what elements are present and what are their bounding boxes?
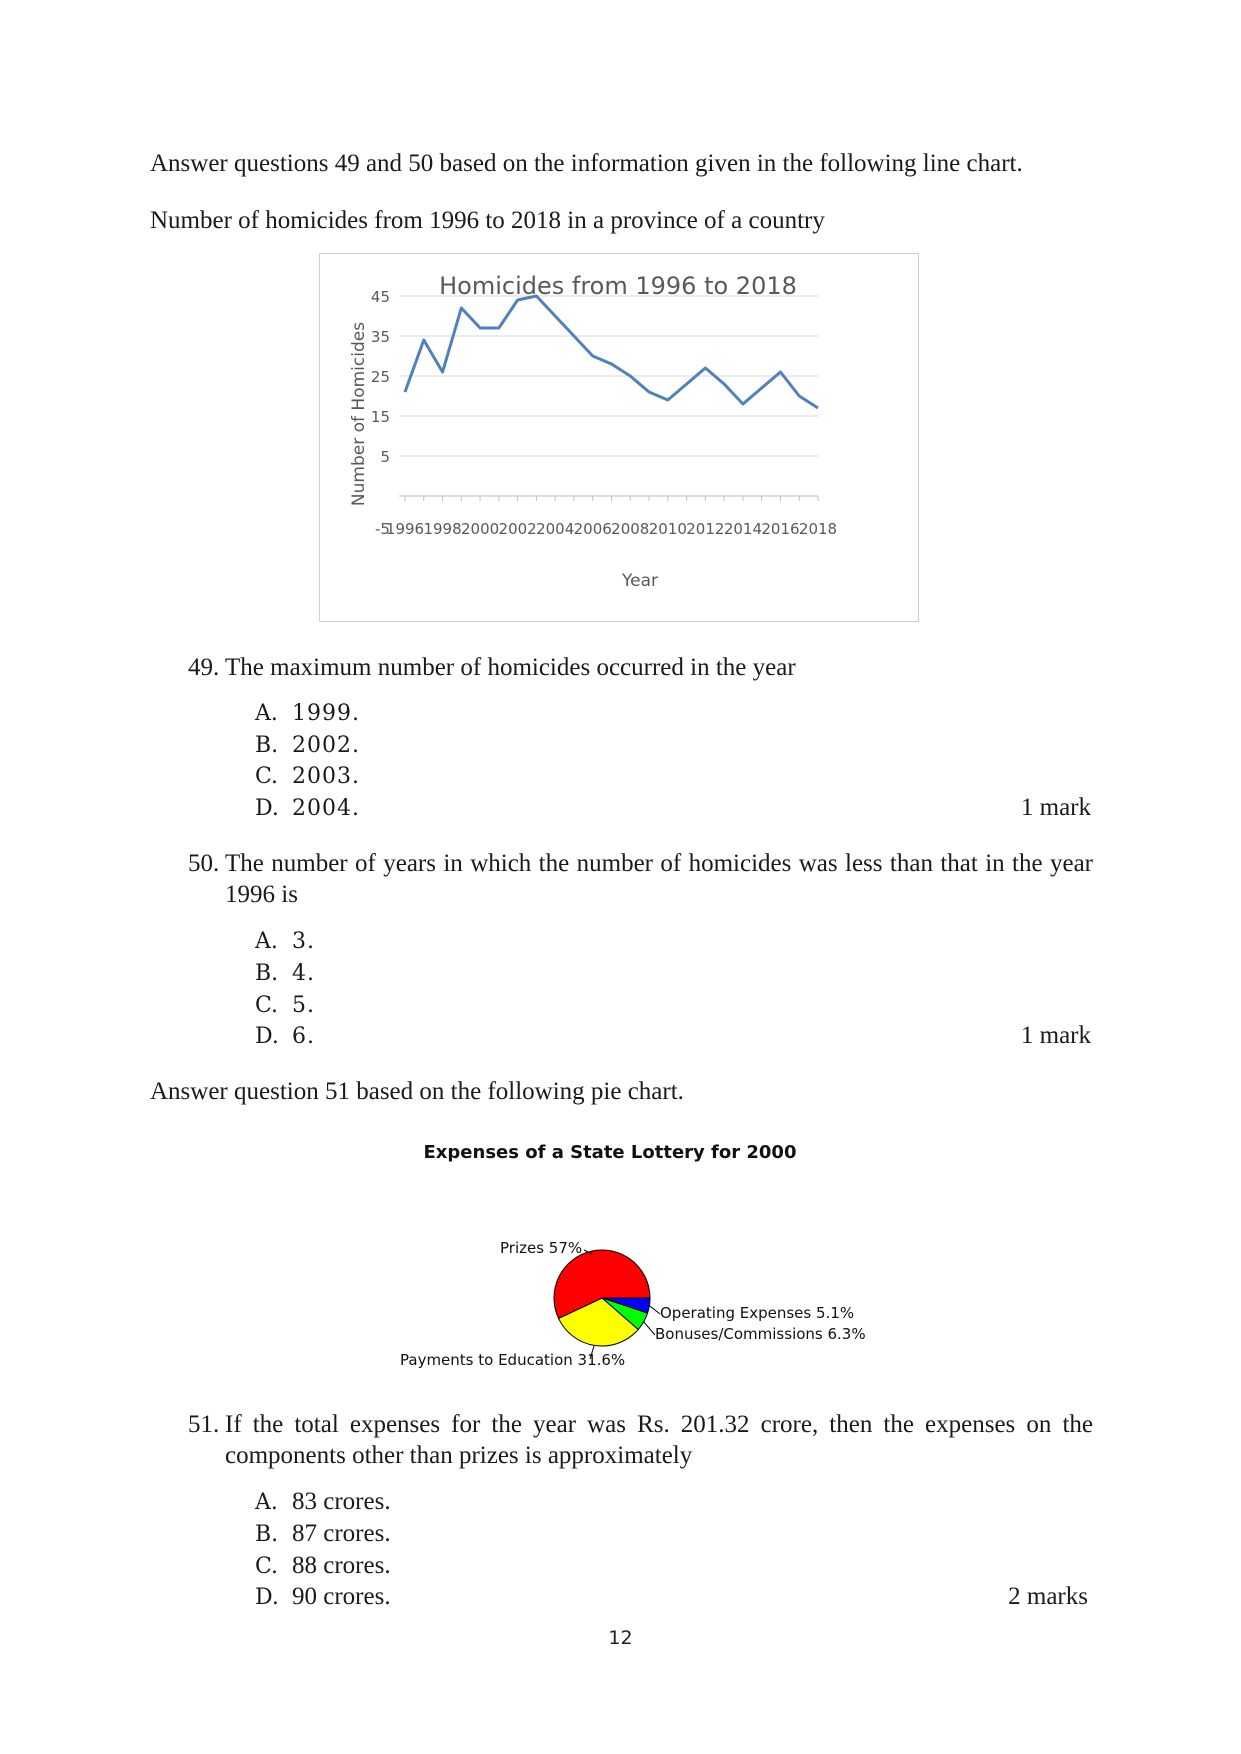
q51-option-c: C. 88 crores.	[255, 1552, 391, 1579]
q49-option-b: B. 2002.	[255, 733, 360, 758]
pie-slice-label: Prizes 57%	[500, 1239, 583, 1257]
leader-line	[644, 1322, 655, 1335]
q50-option-d: D. 6.	[255, 1024, 315, 1049]
line-chart-title: Homicides from 1996 to 2018	[439, 272, 797, 300]
q51-option-b: B. 87 crores.	[255, 1520, 391, 1547]
pie-slice-label: Bonuses/Commissions 6.3%	[655, 1325, 866, 1343]
q49-option-c: C. 2003.	[255, 764, 360, 789]
y-tick-label: 5	[380, 448, 390, 466]
q51-option-a: A. 83 crores.	[255, 1488, 391, 1515]
x-tick-label: 2002	[498, 520, 537, 538]
y-tick-label: 35	[370, 328, 390, 346]
y-tick-label: -5	[375, 520, 390, 538]
q51-text: If the total expenses for the year was Rs. 201.32 crore, then the expenses on the components other than prizes is approximately	[225, 1411, 1093, 1469]
y-tick-label: 15	[370, 408, 390, 426]
x-tick-label: 1998	[423, 520, 462, 538]
x-tick-label: 2018	[798, 520, 838, 538]
q49-option-a: A. 1999.	[255, 701, 360, 726]
x-axis-label: Year	[622, 571, 658, 591]
pie-chart-title: Expenses of a State Lottery for 2000	[423, 1142, 797, 1163]
x-tick-label: 2000	[460, 520, 500, 538]
x-tick-label: 2010	[648, 520, 687, 538]
x-tick-label: 2006	[573, 520, 612, 538]
intro-pie-chart: Answer question 51 based on the following pie chart.	[150, 1078, 684, 1105]
leader-line	[649, 1306, 660, 1314]
x-tick-label: 2012	[686, 520, 725, 538]
q51-option-d: D. 90 crores.	[255, 1583, 391, 1610]
q50-option-b: B. 4.	[255, 961, 315, 986]
q50-marks: 1 mark	[1020, 1022, 1091, 1049]
q50-number: 50.	[188, 850, 220, 877]
pie-slice-label: Payments to Education 31.6%	[400, 1351, 626, 1369]
homicides-series-line	[405, 296, 818, 408]
q49-option-d: D. 2004.	[255, 796, 360, 821]
line-chart	[319, 253, 919, 622]
q50-option-a: A. 3.	[255, 929, 315, 954]
y-tick-label: 45	[370, 288, 390, 306]
pie-chart-svg	[380, 1130, 880, 1380]
page-number: 12	[608, 1627, 633, 1649]
line-chart-svg	[320, 254, 918, 621]
q49-text: The maximum number of homicides occurred in the year	[225, 654, 796, 681]
pie-chart	[380, 1130, 880, 1380]
q50-option-c: C. 5.	[255, 993, 315, 1018]
y-axis-label: Number of Homicides	[349, 321, 369, 507]
q49-number: 49.	[188, 654, 220, 681]
line-chart-caption: Number of homicides from 1996 to 2018 in a province of a country	[150, 207, 825, 234]
pie-slice-label: Operating Expenses 5.1%	[660, 1304, 855, 1322]
y-tick-label: 25	[370, 368, 390, 386]
x-tick-label: 2008	[611, 520, 650, 538]
q51-number: 51.	[188, 1411, 220, 1438]
q51-marks: 2 marks	[1008, 1583, 1088, 1610]
intro-line-chart: Answer questions 49 and 50 based on the information given in the following line chart.	[150, 150, 1023, 177]
x-tick-label: 1996	[385, 520, 425, 538]
x-tick-label: 2016	[761, 520, 800, 538]
q50-text: The number of years in which the number of homicides was less than that in the year 1996 is	[225, 850, 1093, 908]
x-tick-label: 2004	[536, 520, 575, 538]
x-tick-label: 2014	[723, 520, 763, 538]
q49-marks: 1 mark	[1020, 794, 1091, 821]
